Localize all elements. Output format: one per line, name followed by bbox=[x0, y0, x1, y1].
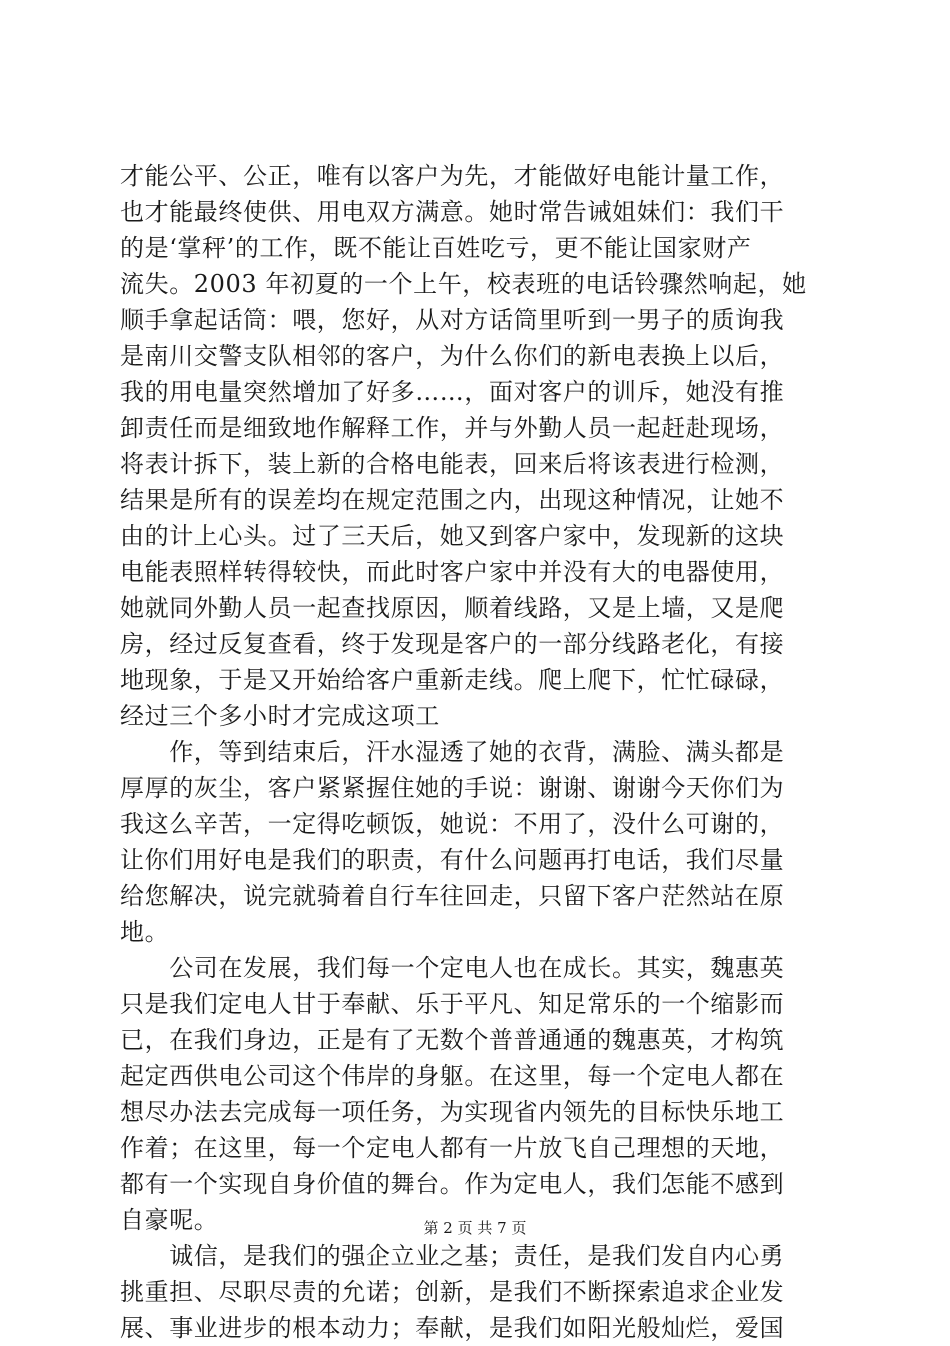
text-line: 挑重担、尽职尽责的允诺；创新，是我们不断探索追求企业发 bbox=[120, 1278, 785, 1306]
text-line: 流失。2003 年初夏的一个上午，校表班的电话铃骤然响起，她 bbox=[120, 270, 807, 298]
text-line: 想尽办法去完成每一项任务，为实现省内领先的目标快乐地工 bbox=[120, 1098, 785, 1126]
text-line: 才能公平、公正，唯有以客户为先，才能做好电能计量工作， bbox=[120, 162, 785, 190]
text-line: 只是我们定电人甘于奉献、乐于平凡、知足常乐的一个缩影而 bbox=[120, 990, 785, 1018]
text-line: 作，等到结束后，汗水湿透了她的衣背，满脸、满头都是 bbox=[120, 738, 785, 766]
text-line: 自豪呢。 bbox=[120, 1206, 219, 1234]
text-line: 我的用电量突然增加了好多……，面对客户的训斥，她没有推 bbox=[120, 378, 785, 406]
page-number-footer: 第 2 页 共 7 页 bbox=[423, 1219, 527, 1237]
text-line: 地。 bbox=[120, 918, 170, 946]
text-line: 已，在我们身边，正是有了无数个普普通通的魏惠英，才构筑 bbox=[120, 1026, 785, 1054]
text-line: 作着；在这里，每一个定电人都有一片放飞自己理想的天地， bbox=[120, 1134, 785, 1162]
text-line: 都有一个实现自身价值的舞台。作为定电人，我们怎能不感到 bbox=[120, 1170, 785, 1198]
text-line: 给您解决，说完就骑着自行车往回走，只留下客户茫然站在原 bbox=[120, 882, 785, 910]
text-line: 结果是所有的误差均在规定范围之内，出现这种情况，让她不 bbox=[120, 486, 785, 514]
text-line: 展、事业进步的根本动力；奉献，是我们如阳光般灿烂，爱国 bbox=[120, 1314, 785, 1342]
text-line: 的是‘掌秤’的工作，既不能让百姓吃亏，更不能让国家财产 bbox=[120, 234, 752, 262]
body-text bbox=[120, 158, 834, 1346]
text-line: 起定西供电公司这个伟岸的身躯。在这里，每一个定电人都在 bbox=[120, 1062, 785, 1090]
text-line: 厚厚的灰尘，客户紧紧握住她的手说：谢谢、谢谢今天你们为 bbox=[120, 774, 785, 802]
text-line: 公司在发展，我们每一个定电人也在成长。其实，魏惠英 bbox=[120, 954, 785, 982]
text-line: 顺手拿起话筒：喂，您好，从对方话筒里听到一男子的质询我 bbox=[120, 306, 785, 334]
text-line: 诚信，是我们的强企立业之基；责任，是我们发自内心勇 bbox=[120, 1242, 785, 1270]
text-line: 经过三个多小时才完成这项工 bbox=[120, 702, 440, 730]
text-line: 将表计拆下，装上新的合格电能表，回来后将该表进行检测， bbox=[120, 450, 785, 478]
text-line: 她就同外勤人员一起查找原因，顺着线路，又是上墙，又是爬 bbox=[120, 594, 785, 622]
text-line: 卸责任而是细致地作解释工作，并与外勤人员一起赶赴现场， bbox=[120, 414, 785, 442]
text-line: 我这么辛苦，一定得吃顿饭，她说：不用了，没什么可谢的， bbox=[120, 810, 785, 838]
text-line: 房，经过反复查看，终于发现是客户的一部分线路老化，有接 bbox=[120, 630, 785, 658]
text-line: 让你们用好电是我们的职责，有什么问题再打电话，我们尽量 bbox=[120, 846, 785, 874]
text-line: 由的计上心头。过了三天后，她又到客户家中，发现新的这块 bbox=[120, 522, 785, 550]
text-line: 地现象，于是又开始给客户重新走线。爬上爬下，忙忙碌碌， bbox=[120, 666, 785, 694]
text-line: 也才能最终使供、用电双方满意。她时常告诫姐妹们：我们干 bbox=[120, 198, 785, 226]
text-line: 电能表照样转得较快，而此时客户家中并没有大的电器使用， bbox=[120, 558, 785, 586]
text-line: 是南川交警支队相邻的客户，为什么你们的新电表换上以后， bbox=[120, 342, 785, 370]
